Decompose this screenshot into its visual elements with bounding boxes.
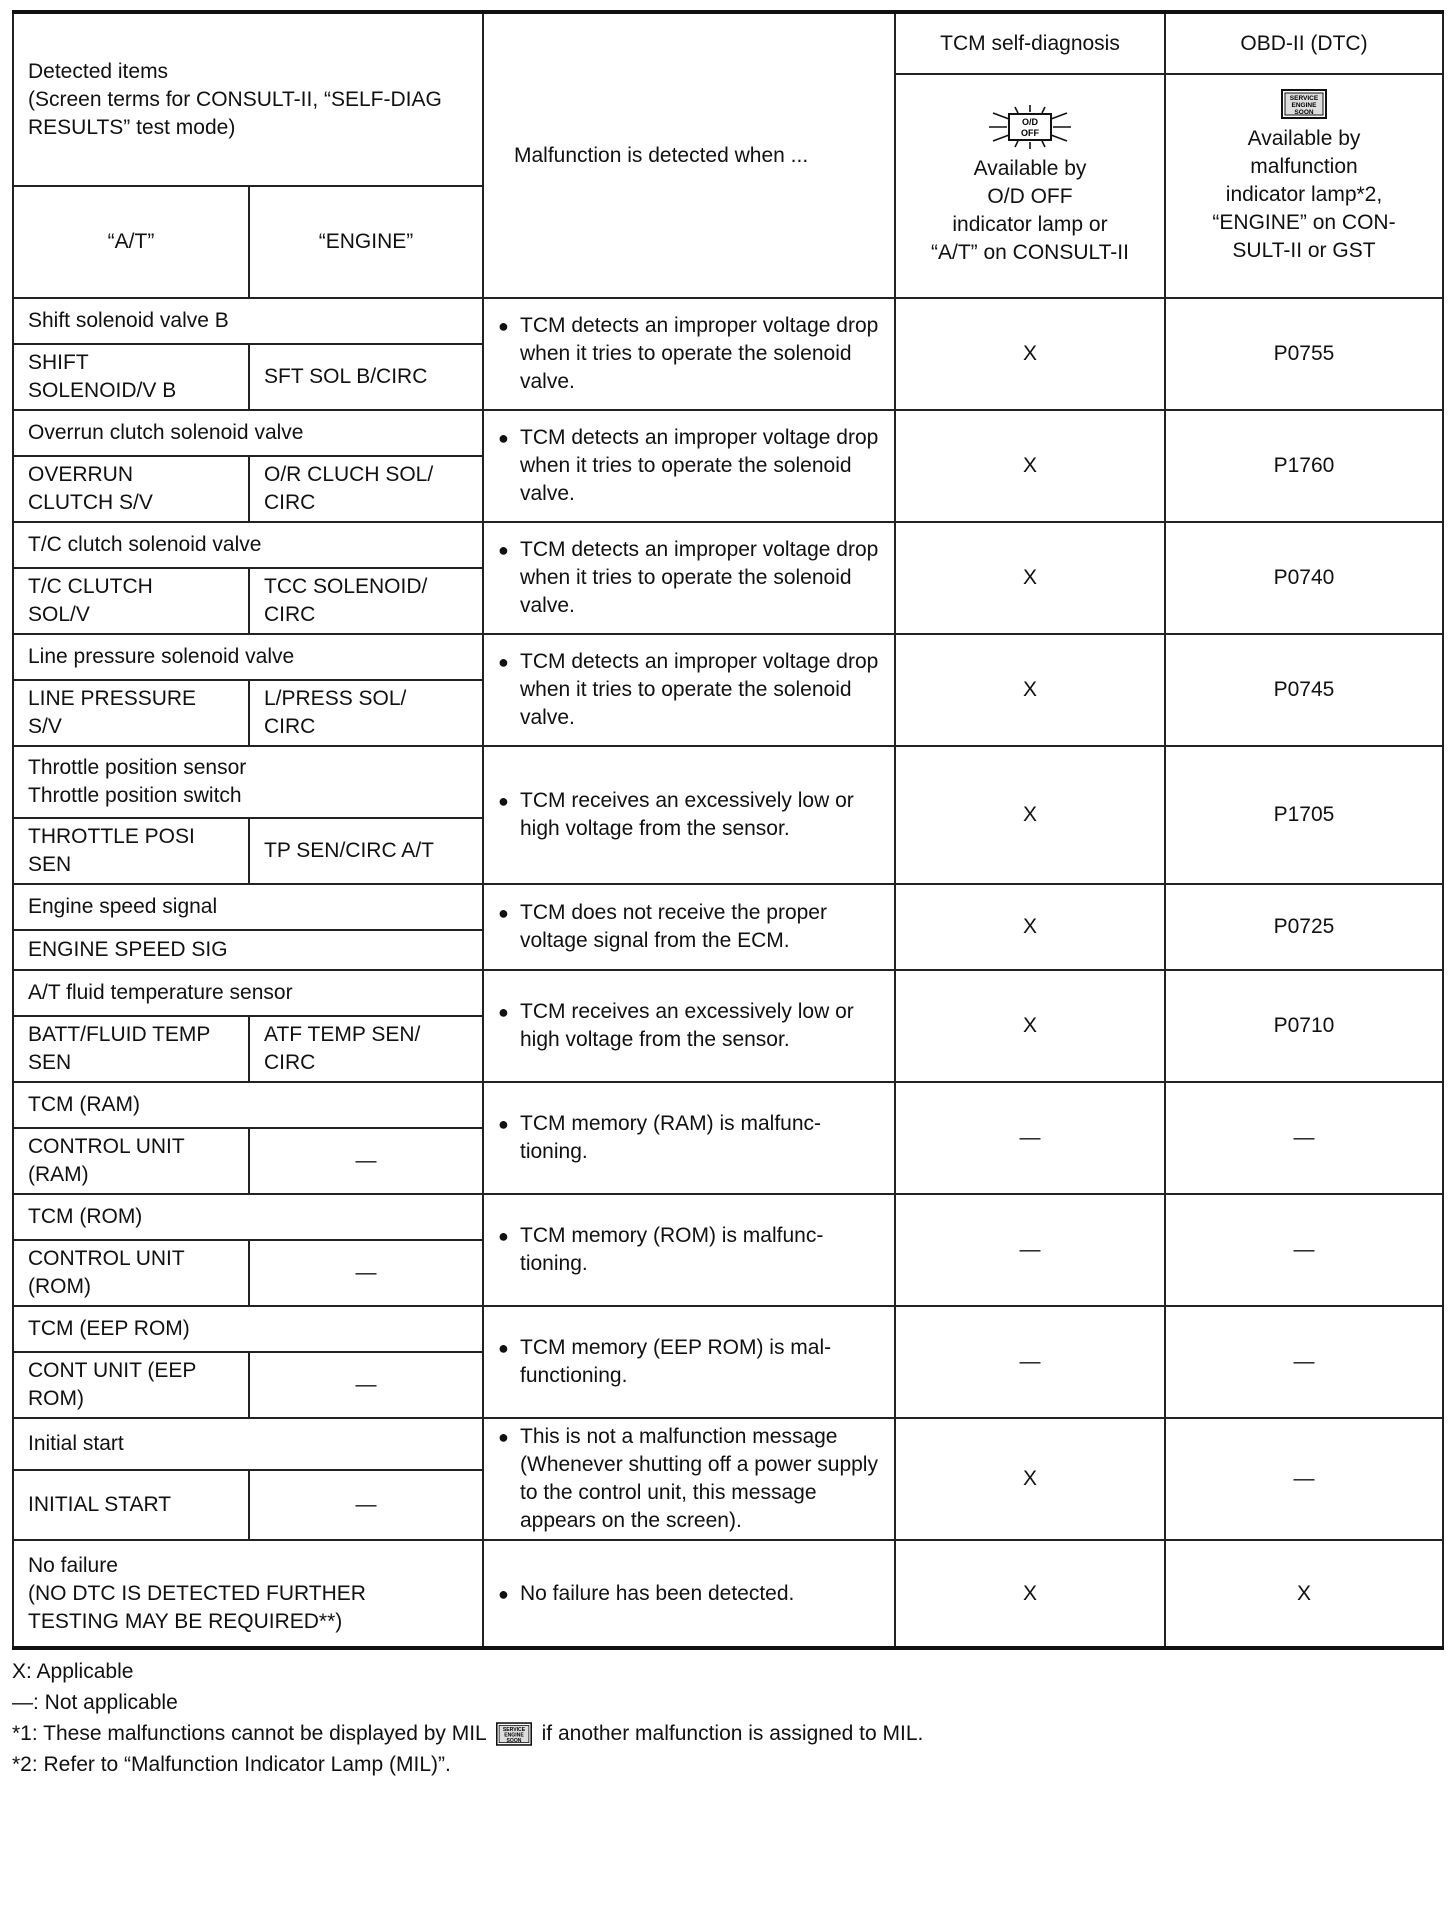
table-row <box>13 1418 1443 1470</box>
engine-screen-term: L/PRESS SOL/ CIRC <box>249 680 483 746</box>
note-not-applicable: —: Not applicable <box>12 1691 178 1714</box>
engine-screen-term: — <box>249 1352 483 1418</box>
malfunction-header: Malfunction is detected when ... <box>483 12 895 298</box>
table-row <box>13 634 1443 680</box>
malfunction-bullet <box>498 536 880 620</box>
malfunction-condition <box>483 1540 895 1648</box>
at-screen-term: BATT/FLUID TEMP SEN <box>13 1016 249 1082</box>
malfunction-bullet <box>498 899 880 955</box>
obd-dtc-header: OBD-II (DTC) <box>1165 12 1443 74</box>
svg-text:SOON: SOON <box>506 1738 522 1745</box>
note-applicable: X: Applicable <box>12 1660 134 1683</box>
malfunction-text: TCM detects an improper voltage drop when it tries to operate the solenoid valve. <box>520 650 879 729</box>
detected-item-name: Overrun clutch solenoid valve <box>13 410 483 456</box>
svg-text:SERVICE: SERVICE <box>502 1727 525 1734</box>
at-screen-term: INITIAL START <box>13 1470 249 1540</box>
detected-item-name: No failure (NO DTC IS DETECTED FURTHER TESTING MAY BE REQUIRED**) <box>13 1540 483 1648</box>
malfunction-bullet <box>498 1423 880 1535</box>
svg-text:SERVICE: SERVICE <box>1289 95 1319 102</box>
engine-screen-term: TP SEN/CIRC A/T <box>249 818 483 884</box>
malfunction-text: TCM does not receive the proper voltage signal from the ECM. <box>520 901 827 952</box>
engine-screen-term: TCC SOLENOID/ CIRC <box>249 568 483 634</box>
detected-item-name: Throttle position sensor Throttle position switch <box>13 746 483 818</box>
diagnostic-document <box>12 10 1442 1780</box>
detected-items-header: Detected items (Screen terms for CONSULT-II, “SELF-DIAG RESULTS” test mode) <box>13 12 483 186</box>
obd-dtc-value: P1760 <box>1165 410 1443 522</box>
at-screen-term: CONT UNIT (EEP ROM) <box>13 1352 249 1418</box>
obd-availability-text: Available by malfunction indicator lamp*2, “ENGINE” on CON- SULT-II or GST <box>1212 127 1396 262</box>
tcm-self-diagnosis-value: X <box>895 298 1165 410</box>
svg-text:OFF: OFF <box>1021 128 1039 138</box>
detected-item-name: A/T fluid temperature sensor <box>13 970 483 1016</box>
malfunction-condition <box>483 1194 895 1306</box>
tcm-self-diagnosis-value: X <box>895 1540 1165 1648</box>
at-screen-term: SHIFT SOLENOID/V B <box>13 344 249 410</box>
service-engine-soon-icon <box>1281 89 1327 119</box>
bullet-dot: ● <box>498 1114 509 1134</box>
malfunction-text: TCM memory (RAM) is malfunc-tioning. <box>520 1112 822 1163</box>
table-row <box>13 410 1443 456</box>
obd-dtc-value: P0755 <box>1165 298 1443 410</box>
malfunction-text: TCM receives an excessively low or high voltage from the sensor. <box>520 789 854 840</box>
malfunction-condition <box>483 746 895 884</box>
detected-item-name: Engine speed signal <box>13 884 483 930</box>
tcm-availability-text: Available by O/D OFF indicator lamp or “A/T” on CONSULT-II <box>931 157 1129 264</box>
obd-dtc-value: P1705 <box>1165 746 1443 884</box>
malfunction-text: TCM detects an improper voltage drop when it tries to operate the solenoid valve. <box>520 426 879 505</box>
table-row <box>13 746 1443 818</box>
tcm-self-diagnosis-value: X <box>895 634 1165 746</box>
table-row <box>13 1194 1443 1240</box>
tcm-self-diagnosis-value: — <box>895 1082 1165 1194</box>
table-row <box>13 1540 1443 1648</box>
tcm-self-diagnosis-value: — <box>895 1194 1165 1306</box>
obd-dtc-value: P0710 <box>1165 970 1443 1082</box>
footnotes <box>12 1656 1442 1780</box>
malfunction-condition <box>483 634 895 746</box>
detected-item-name: TCM (RAM) <box>13 1082 483 1128</box>
malfunction-text: TCM memory (ROM) is malfunc-tioning. <box>520 1224 824 1275</box>
at-screen-term: LINE PRESSURE S/V <box>13 680 249 746</box>
tcm-self-diagnosis-value: X <box>895 522 1165 634</box>
malfunction-condition <box>483 1418 895 1540</box>
malfunction-condition <box>483 298 895 410</box>
at-screen-term: OVERRUN CLUTCH S/V <box>13 456 249 522</box>
malfunction-condition <box>483 522 895 634</box>
detected-item-name: TCM (ROM) <box>13 1194 483 1240</box>
malfunction-text: TCM detects an improper voltage drop when it tries to operate the solenoid valve. <box>520 314 879 393</box>
bullet-dot: ● <box>498 1338 509 1358</box>
engine-screen-term: SFT SOL B/CIRC <box>249 344 483 410</box>
malfunction-text: TCM memory (EEP ROM) is mal-functioning. <box>520 1336 832 1387</box>
malfunction-text: TCM detects an improper voltage drop when it tries to operate the solenoid valve. <box>520 538 879 617</box>
bullet-dot: ● <box>498 540 509 560</box>
bullet-dot: ● <box>498 1226 509 1246</box>
bullet-dot: ● <box>498 428 509 448</box>
svg-text:ENGINE: ENGINE <box>1291 102 1317 109</box>
obd-dtc-value: — <box>1165 1306 1443 1418</box>
obd-dtc-value: — <box>1165 1082 1443 1194</box>
at-screen-term: THROTTLE POSI SEN <box>13 818 249 884</box>
note-1-pre: *1: These malfunctions cannot be displayed by MIL <box>12 1722 486 1745</box>
svg-text:O/D: O/D <box>1021 117 1039 127</box>
detected-item-name: Line pressure solenoid valve <box>13 634 483 680</box>
table-row <box>13 884 1443 930</box>
malfunction-bullet <box>498 1580 880 1608</box>
obd-dtc-value: P0725 <box>1165 884 1443 970</box>
note-1 <box>12 1718 1442 1749</box>
malfunction-bullet <box>498 787 880 843</box>
malfunction-bullet <box>498 1334 880 1390</box>
at-screen-term: CONTROL UNIT (ROM) <box>13 1240 249 1306</box>
malfunction-condition <box>483 1082 895 1194</box>
engine-screen-term: — <box>249 1128 483 1194</box>
obd-dtc-value: X <box>1165 1540 1443 1648</box>
malfunction-text: TCM receives an excessively low or high voltage from the sensor. <box>520 1000 854 1051</box>
svg-text:ENGINE: ENGINE <box>504 1732 524 1739</box>
table-row <box>13 1306 1443 1352</box>
tcm-availability-cell <box>895 74 1165 298</box>
malfunction-condition <box>483 410 895 522</box>
malfunction-bullet <box>498 648 880 732</box>
bullet-dot: ● <box>498 652 509 672</box>
malfunction-condition <box>483 970 895 1082</box>
tcm-self-diagnosis-value: X <box>895 410 1165 522</box>
detected-item-name: Initial start <box>13 1418 483 1470</box>
bullet-dot: ● <box>498 903 509 923</box>
obd-dtc-value: P0740 <box>1165 522 1443 634</box>
svg-text:SOON: SOON <box>1294 109 1314 116</box>
at-screen-term: T/C CLUTCH SOL/V <box>13 568 249 634</box>
table-row <box>13 522 1443 568</box>
diagnostic-table <box>12 10 1444 1650</box>
bullet-dot: ● <box>498 316 509 336</box>
at-screen-term: CONTROL UNIT (RAM) <box>13 1128 249 1194</box>
malfunction-bullet <box>498 998 880 1054</box>
obd-dtc-value: P0745 <box>1165 634 1443 746</box>
malfunction-condition <box>483 884 895 970</box>
tcm-self-diagnosis-value: X <box>895 746 1165 884</box>
tcm-self-diagnosis-value: X <box>895 884 1165 970</box>
malfunction-bullet <box>498 1110 880 1166</box>
detected-item-name: Shift solenoid valve B <box>13 298 483 344</box>
obd-dtc-value: — <box>1165 1418 1443 1540</box>
at-screen-term: ENGINE SPEED SIG <box>13 930 483 970</box>
bullet-dot: ● <box>498 791 509 811</box>
note-1-post: if another malfunction is assigned to MIL. <box>541 1722 924 1745</box>
malfunction-bullet <box>498 424 880 508</box>
malfunction-text: This is not a malfunction message (Whenever shutting off a power supply to the control unit, this message appears on the screen). <box>520 1425 878 1532</box>
at-column-header: “A/T” <box>13 186 249 298</box>
malfunction-bullet <box>498 312 880 396</box>
malfunction-bullet <box>498 1222 880 1278</box>
table-row <box>13 1082 1443 1128</box>
malfunction-condition <box>483 1306 895 1418</box>
tcm-self-diagnosis-value: — <box>895 1306 1165 1418</box>
obd-availability-cell <box>1165 74 1443 298</box>
engine-screen-term: — <box>249 1470 483 1540</box>
bullet-dot: ● <box>498 1583 509 1604</box>
service-engine-soon-icon <box>496 1722 532 1746</box>
detected-item-name: T/C clutch solenoid valve <box>13 522 483 568</box>
od-off-lamp-icon <box>985 105 1075 149</box>
tcm-self-diagnosis-value: X <box>895 970 1165 1082</box>
malfunction-text: No failure has been detected. <box>520 1581 795 1605</box>
engine-screen-term: O/R CLUCH SOL/ CIRC <box>249 456 483 522</box>
detected-item-name: TCM (EEP ROM) <box>13 1306 483 1352</box>
bullet-dot: ● <box>498 1427 509 1447</box>
engine-screen-term: — <box>249 1240 483 1306</box>
engine-screen-term: ATF TEMP SEN/ CIRC <box>249 1016 483 1082</box>
obd-dtc-value: — <box>1165 1194 1443 1306</box>
tcm-self-diagnosis-value: X <box>895 1418 1165 1540</box>
note-2: *2: Refer to “Malfunction Indicator Lamp (MIL)”. <box>12 1753 451 1776</box>
engine-column-header: “ENGINE” <box>249 186 483 298</box>
table-row <box>13 298 1443 344</box>
table-row <box>13 970 1443 1016</box>
tcm-self-diagnosis-header: TCM self-diagnosis <box>895 12 1165 74</box>
bullet-dot: ● <box>498 1002 509 1022</box>
